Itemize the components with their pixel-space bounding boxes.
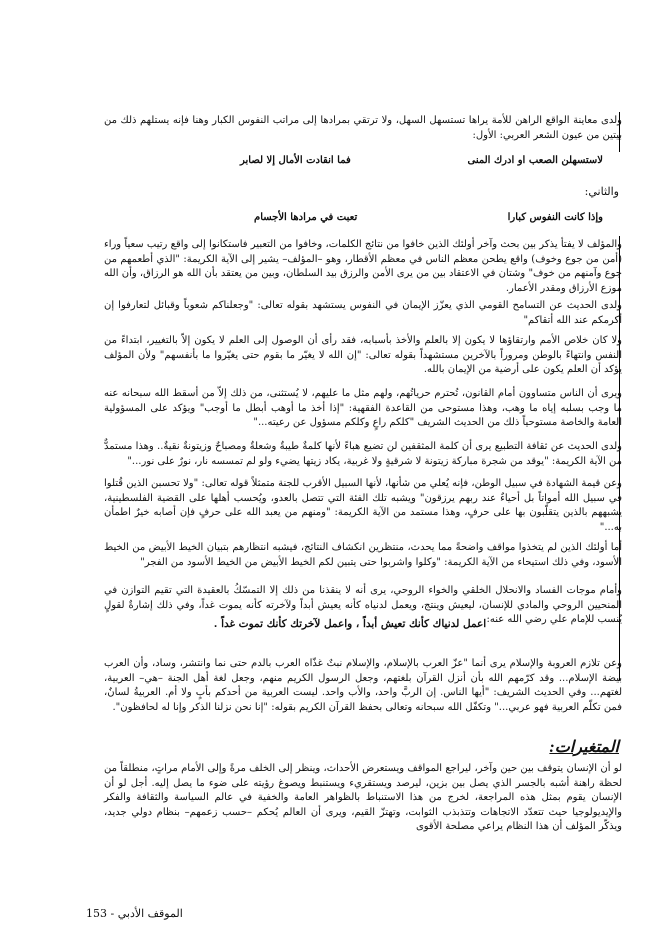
section-title: المتغيرات: bbox=[549, 739, 619, 756]
poem2-hemistich-left: تعبت في مرادها الأجسام bbox=[254, 212, 358, 223]
poem1-hemistich-left: فما انقادت الأمال إلا لصابر bbox=[240, 155, 351, 166]
poem2-hemistich-right: وإذا كانت النفوس كبارا bbox=[507, 212, 603, 223]
paragraph-undecided: أما أولئك الذين لم يتخذوا مواقف واضحةً مما يحدث، منتظرين انكشاف النتائج، فيشبه انتظارهم بتبيان الخيط الأبيض من الخيط الأسود، وفي ذلك استيحاء من الآية الكريمة: "وكلوا واشربوا حتى يتبين لكم الخيط الأبيض من الخيط الأسود من الفجر" bbox=[104, 542, 622, 568]
page-footer: الموقف الأدبي - 153 bbox=[86, 907, 183, 920]
second-label: والثاني: bbox=[584, 185, 619, 198]
paragraph-tolerance: ولدى الحديث عن التسامح القومي الذي يعزّز الإيمان في النفوس يستشهد بقوله تعالى: "وجعلناكم شعوباً وقبائل لتعارفوا إن أكرمكم عند الله أتقاكم" bbox=[104, 300, 622, 326]
paragraph-martyrdom: وعن قيمة الشهادة في سبيل الوطن، فإنه يُعلي من شأنها، لأنها السبيل الأقرب للجنة متمثلاً قوله تعالى: "ولا تحسبن الذين قُتلوا في سبيل الله أمواتاً بل أحياءٌ عند ربهم يرزقون" ويشبه تلك الفئة التي تتصل بالعدو، ويُحسب أهلها على القضية الفلسطينية، يشبههم بالذين يتقلّبون بها على حرفٍ، وهذا مستمد من الآية الكريمة: "ومنهم من يعبد الله على حرفٍ فإن أصابه خيرٌ اطمأن به..." bbox=[104, 478, 622, 533]
quote-line: اعمل لدنياك كأنك تعيش أبداً ، واعمل لآخرتك كأنك تموت غداً . bbox=[213, 618, 487, 630]
paragraph-knowledge: ولا كان خلاص الأمم وارتقاؤها لا يكون إلا بالعلم والأخذ بأسبابه، فقد رأى أن الوصول إلى العلم لا يكون إلاّ بالتغيير، ابتداءً من النفس وانتهاءً بالوطن ومروراً بالآخرين مستشهداً بقوله تعالى: "إن الله لا يغيّر ما بقوم حتى يغيّروا ما بأنفسهم" ولأن المؤلف يؤكد أن العلم يكون على أرضية من الإيمان بالله. bbox=[104, 335, 622, 375]
paragraph-arabism: وعن تلازم العروبة والإسلام يرى أنما "عزّ العرب بالإسلام، والإسلام نبتٌ غذّاه العرب بالدم حتى نما وانتشر، وساد، وأن العرب بيضة الإسلام... وقد كرّمهم الله بأن أنزل القرآن بلغتهم، وجعل الرسول الكريم منهم، وجعل لغة أهل الجنة –هي– العربية، لغتهم... وفي الحديث الشريف: "أيها الناس. إن الربَّ واحد، والأب واحد. ليست العربية من أحدكم بأبٍ ولا أم. العربيةُ لسانٌ، فمن تكلّم العربية فهو عربي..." وتكفّل الله سبحانه وتعالى بحفظ القرآن الكريم بقوله: "إنا نحن نزلنا الذكر وإنا له لحافظون". bbox=[104, 658, 622, 713]
paragraph-ambition: ولدى معاينة الواقع الراهن للأمة يراها تستسهل السهل، ولا ترتقي بمرادها إلى مراتب النفوس الكبار وهنا فإنه يستلهم ذلك من بيتين من عيون الشعر العربي: الأول: bbox=[104, 115, 622, 141]
paragraph-corruption: وأمام موجات الفساد والانحلال الخلقي والخواء الروحي، يرى أنه لا ينقذنا من ذلك إلا التمسّكُ بالعقيدة التي تقيم التوازن في المنحيين الروحي والمادي للإنسان، ليعيش وينتج، ويعمل لدنياه كأنه يعيش أبداً ولآخرته كأنه يموت غداً، وفي ذلك إشارةٌ لقولٍ يُنسب للإمام علي رضي الله عنه: bbox=[104, 585, 622, 625]
paragraph-variables: لو أن الإنسان يتوقف بين حين وآخر، ليراجع المواقف ويستعرض الأحداث، وينظر إلى الخلف مرةً وإلى الأمام مراتٍ، منطلقاً من لحظة راهنة أشبه بالجسر الذي يصل بين بزين، ليرصد ويستقريء ويستنبط ويصوغ رؤيته على ضوء ما يصل إليه. أجل لو أن الإنسان يقوم بمثل هذه المراجعة، لخرج من هذا الاستنباط بالظواهر العامة والخفية في عالم السياسة والثقافة والفكر والإيديولوجيا حيث تتعدّد الاتجاهات وتتذبذب الثوابت، وتهتزّ القيم، ويرى أن العالم يُحكم –حسب زعمهم– بنظام دولي جديد، ويذكّر المؤلف أن هذا النظام يراعي مصلحة الأقوى bbox=[104, 763, 622, 832]
paragraph-equality: ويرى أن الناس متساوون أمام القانون، تُحترم حرياتُهم، ولهم مثل ما عليهم، لا يُستثنى، من ذلك إلاّ من أسقط الله سبحانه عنه ما وجب بسلبه إياه ما وهب، وهذا مستوحى من القاعدة الفقهية: "إذا أخذ ما أوهب أبطل ما أوجب" ويؤكد على المسؤولية العامة والخاصة مستوحياً ذلك من الحديث الشريف "كلكم راعٍ وكلكم مسؤول عن رعيته..." bbox=[104, 388, 622, 428]
paragraph-fear: والمؤلف لا يفتأ يذكر بين بحث وآخر أولئك الذين خافوا من نتائج الكلمات، وخافوا من التعبير فاستكانوا إلى واقع رتيب سعياً وراء (أمن من جوع وخوف) واقع يطحن معظم الناس في معظم الأقطار، وهو –المؤلف– يشير إلى الآية الكريمة: "الذي أطعمهم من جوع وآمنهم من خوف" وشتان في الاعتقاد بين من يرى الأمن والرزق بيد السلطان، وبين من يعتقد بأن الله هو الرزاق، وأن الله موزع الأرزاق ومقدر الأعمار. bbox=[104, 239, 622, 294]
poem1-hemistich-right: لاستسهلن الصعب او ادرك المنى bbox=[467, 155, 603, 166]
paragraph-normalization: ولدى الحديث عن ثقافة التطبيع يرى أن كلمة المثقفين لن تضيع هباءً لأنها كلمةٌ طيبةٌ وشعلةٌ ومصباحٌ وزيتونةٌ نقيةٌ.. وهذا مستمدٌّ من الآية الكريمة: "يوقد من شجرة مباركة زيتونة لا شرقيةٍ ولا غربية، يكاد زيتها يضيء ولو لم تمسسه نار، نورٌ على نور..." bbox=[104, 441, 622, 467]
